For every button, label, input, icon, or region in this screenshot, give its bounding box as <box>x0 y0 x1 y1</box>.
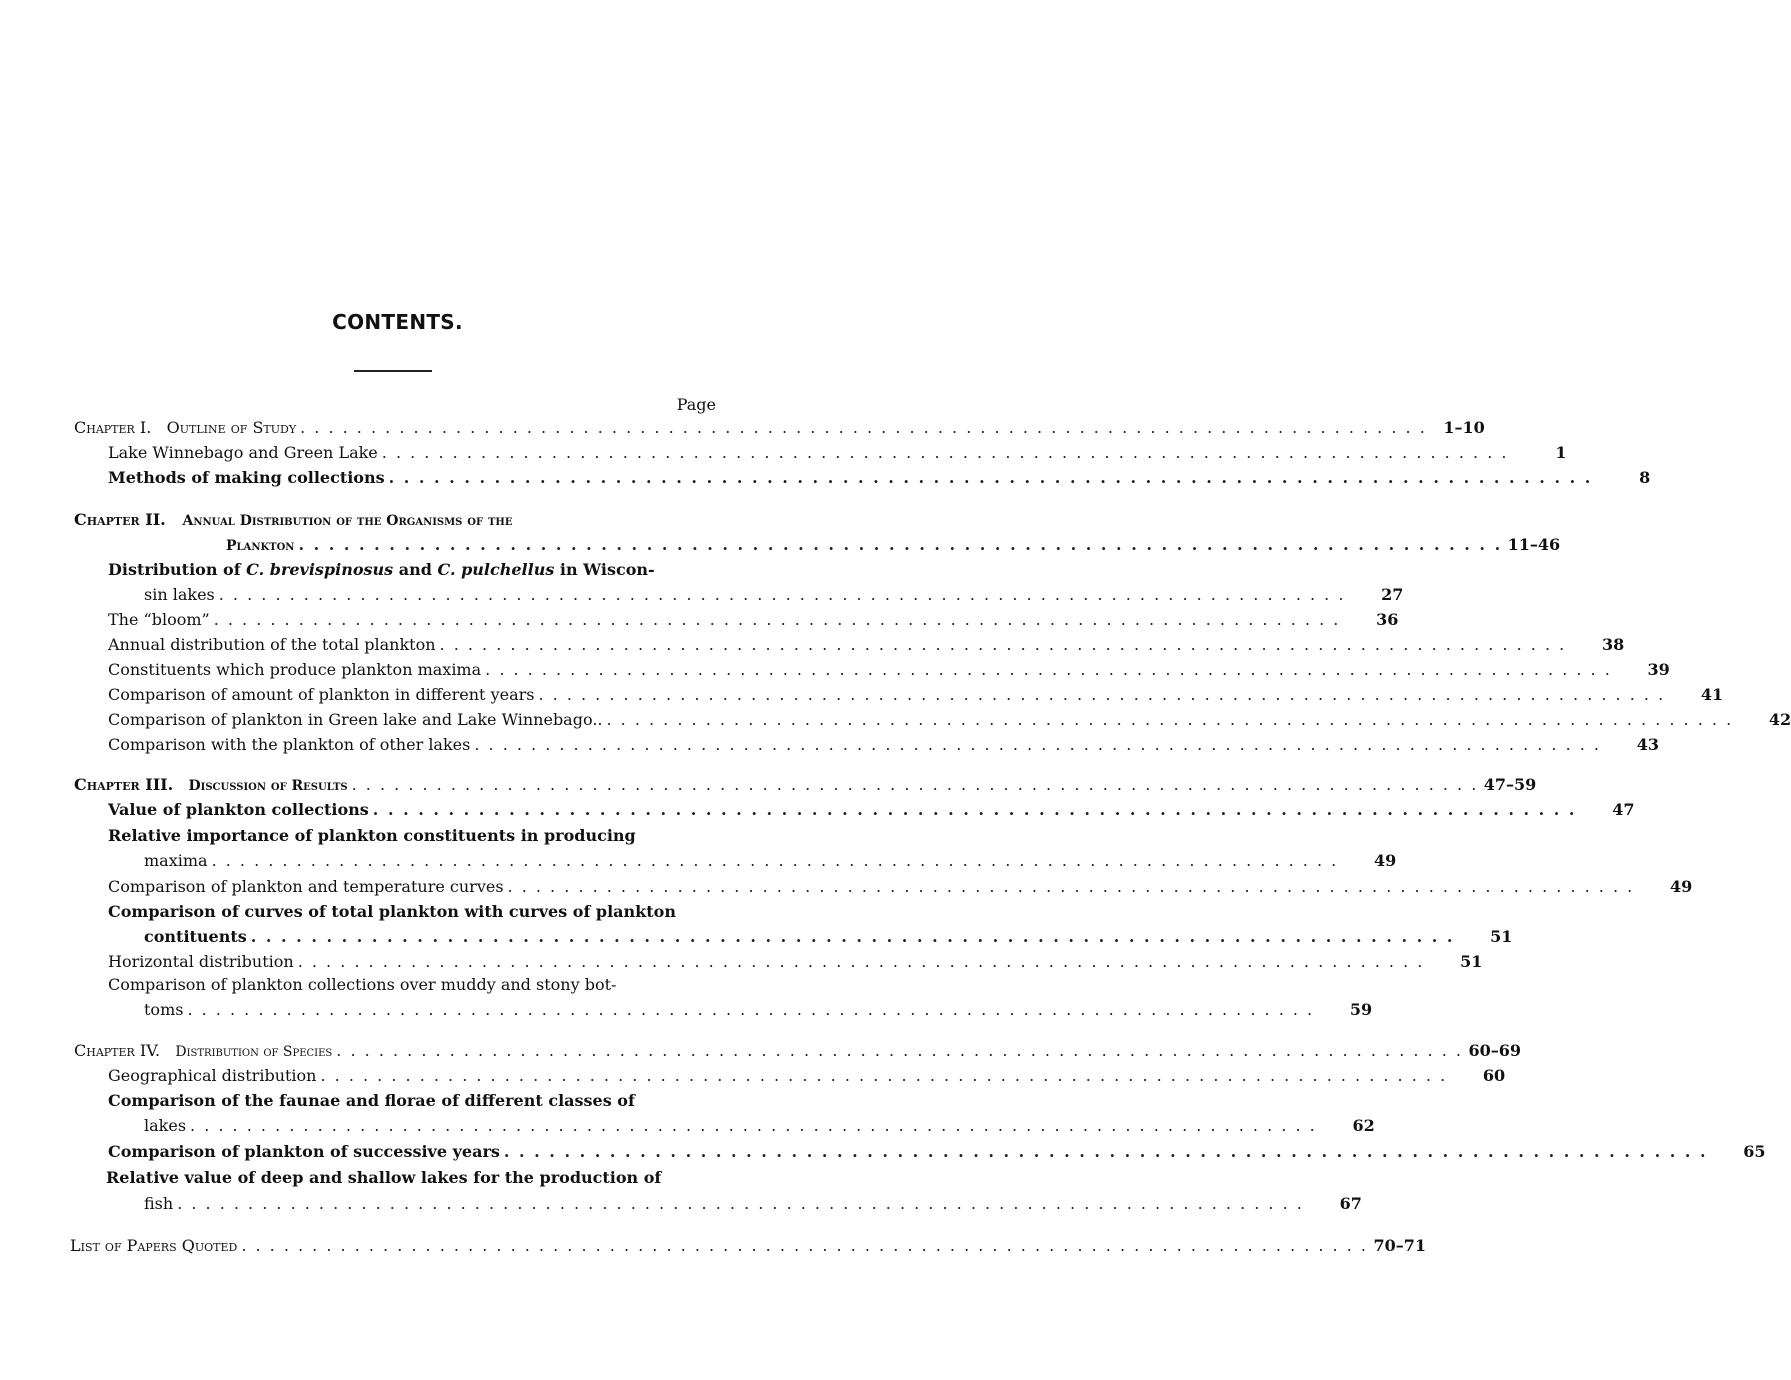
page-number: 47–59 <box>1483 775 1537 794</box>
entry-title: Comparison of plankton in Green lake and Lake Winnebago.. <box>108 710 603 729</box>
toc-entry-line2[interactable] <box>144 998 1373 1022</box>
chapter-title: Annual Distribution of the Organisms of the <box>182 513 513 529</box>
toc-entry-line1[interactable]: Comparison of the faunae and florae of different classes of <box>108 1091 635 1110</box>
page-number: 59 <box>1349 1000 1373 1019</box>
leader-dots: . . . . . . . . . . . . . . . . . . . . . . . . . . . . . . . . . . . . . . . . . . . . . . . . . . . . . . . . . . . . . . . . . . . . . . . . . . . . . . . . <box>538 685 1666 704</box>
chapter-label: Chapter IV. <box>74 1041 161 1060</box>
page-number: 62 <box>1352 1116 1375 1135</box>
toc-entry-line1[interactable]: Relative value of deep and shallow lakes for the production of <box>106 1168 662 1187</box>
entry-title-part: and <box>393 560 438 579</box>
page-number: 1 <box>1555 443 1567 462</box>
leader-dots: . . . . . . . . . . . . . . . . . . . . . . . . . . . . . . . . . . . . . . . . . . . . . . . . . . . . . . . . . . . . . . . . . . . . . . . . . . . . . . . . <box>218 585 1346 604</box>
leader-dots: . . . . . . . . . . . . . . . . . . . . . . . . . . . . . . . . . . . . . . . . . . . . . . . . . . . . . . . . . . . . . . . . . . . . . . . . . . . . . . . . <box>351 775 1479 794</box>
toc-entry[interactable] <box>108 708 1791 732</box>
leader-dots: . . . . . . . . . . . . . . . . . . . . . . . . . . . . . . . . . . . . . . . . . . . . . . . . . . . . . . . . . . . . . . . . . . . . . . . . . . . . . . . . <box>336 1041 1463 1060</box>
toc-entry[interactable] <box>108 633 1625 657</box>
entry-title-continued: contituents <box>144 927 247 946</box>
leader-dots: . . . . . . . . . . . . . . . . . . . . . . . . . . . . . . . . . . . . . . . . . . . . . . . . . . . . . . . . . . . . . . . . . . . . . . . . . . . . . . . . <box>213 610 1341 629</box>
toc-entry[interactable] <box>108 441 1567 465</box>
toc-entry-line2[interactable] <box>144 925 1513 949</box>
leader-dots: . . . . . . . . . . . . . . . . . . . . . . . . . . . . . . . . . . . . . . . . . . . . . . . . . . . . . . . . . . . . . . . . . . . . . . . . . . . . . . . . <box>381 443 1509 462</box>
page-number: 27 <box>1381 585 1404 604</box>
toc-chapter-1[interactable] <box>74 416 1485 440</box>
toc-entry-line1[interactable] <box>108 558 655 582</box>
leader-dots: . . . . . . . . . . . . . . . . . . . . . . . . . . . . . . . . . . . . . . . . . . . . . . . . . . . . . . . . . . . . . . . . . . . . . . . . . . . . . . . . <box>388 468 1593 487</box>
toc-entry-line2[interactable] <box>144 849 1397 873</box>
page-column-header: Page <box>676 395 716 414</box>
leader-dots: . . . . . . . . . . . . . . . . . . . . . . . . . . . . . . . . . . . . . . . . . . . . . . . . . . . . . . . . . . . . . . . . . . . . . . . . . . . . . . . . <box>485 660 1612 679</box>
page-title: CONTENTS. <box>332 310 463 334</box>
toc-entry[interactable] <box>108 466 1651 490</box>
page-number: 49 <box>1373 851 1397 870</box>
leader-dots: . . . . . . . . . . . . . . . . . . . . . . . . . . . . . . . . . . . . . . . . . . . . . . . . . . . . . . . . . . . . . . . . . . . . . . . . . . . . . . . . <box>298 535 1503 554</box>
entry-title: Comparison with the plankton of other lakes <box>108 735 471 754</box>
leader-dots: . . . . . . . . . . . . . . . . . . . . . . . . . . . . . . . . . . . . . . . . . . . . . . . . . . . . . . . . . . . . . . . . . . . . . . . . . . . . . . . . <box>177 1194 1304 1213</box>
page-number: 36 <box>1376 610 1399 629</box>
toc-entry-line2[interactable] <box>144 1114 1375 1138</box>
page-number: 47 <box>1612 800 1635 819</box>
page-number: 38 <box>1601 635 1625 654</box>
entry-title-continued: maxima <box>144 851 208 870</box>
entry-title: Comparison of amount of plankton in different years <box>108 685 535 704</box>
leader-dots: . . . . . . . . . . . . . . . . . . . . . . . . . . . . . . . . . . . . . . . . . . . . . . . . . . . . . . . . . . . . . . . . . . . . . . . . . . . . . . . . <box>187 1000 1315 1019</box>
page-number: 65 <box>1743 1142 1766 1161</box>
page-number: 51 <box>1460 952 1483 971</box>
page-number: 60 <box>1482 1066 1506 1085</box>
entry-title: Comparison of plankton and temperature curves <box>108 877 504 896</box>
species-name: C. pulchellus <box>437 560 555 579</box>
species-name: C. brevispinosus <box>246 560 394 579</box>
toc-entry-line2[interactable] <box>144 583 1404 607</box>
toc-entry-line1[interactable]: Comparison of plankton collections over muddy and stony bot- <box>108 975 617 994</box>
leader-dots: . . . . . . . . . . . . . . . . . . . . . . . . . . . . . . . . . . . . . . . . . . . . . . . . . . . . . . . . . . . . . . . . . . . . . . . . . . . . . . . . <box>320 1066 1448 1085</box>
chapter-label: Chapter II. <box>74 510 166 529</box>
entry-title: Constituents which produce plankton maxima <box>108 660 482 679</box>
toc-entry[interactable] <box>108 798 1635 822</box>
chapter-title: Outline of Study <box>166 418 297 437</box>
title-rule <box>354 370 432 372</box>
entry-title: Annual distribution of the total plankton <box>108 635 436 654</box>
page-number: 60–69 <box>1468 1041 1521 1060</box>
leader-dots: . . . . . . . . . . . . . . . . . . . . . . . . . . . . . . . . . . . . . . . . . . . . . . . . . . . . . . . . . . . . . . . . . . . . . . . . . . . . . . . . <box>507 877 1635 896</box>
toc-entry-line2[interactable] <box>144 1192 1362 1216</box>
chapter-title: Distribution of Species <box>175 1044 333 1060</box>
leader-dots: . . . . . . . . . . . . . . . . . . . . . . . . . . . . . . . . . . . . . . . . . . . . . . . . . . . . . . . . . . . . . . . . . . . . . . . . . . . . . . . . <box>297 952 1425 971</box>
page-number: 1–10 <box>1443 418 1485 437</box>
chapter-label: Chapter III. <box>74 775 174 794</box>
toc-chapter-4[interactable] <box>74 1039 1521 1063</box>
entry-title-continued: toms <box>144 1000 184 1019</box>
page-number: 11–46 <box>1507 535 1561 554</box>
toc-entry[interactable] <box>108 608 1399 632</box>
page-number: 49 <box>1669 877 1693 896</box>
toc-entry-line1[interactable]: Comparison of curves of total plankton with curves of plankton <box>108 902 676 921</box>
toc-entry[interactable] <box>108 950 1483 974</box>
entry-title: Lake Winnebago and Green Lake <box>108 443 378 462</box>
leader-dots: . . . . . . . . . . . . . . . . . . . . . . . . . . . . . . . . . . . . . . . . . . . . . . . . . . . . . . . . . . . . . . . . . . . . . . . . . . . . . . . . <box>474 735 1602 754</box>
leader-dots: . . . . . . . . . . . . . . . . . . . . . . . . . . . . . . . . . . . . . . . . . . . . . . . . . . . . . . . . . . . . . . . . . . . . . . . . . . . . . . . . <box>503 1142 1708 1161</box>
entry-title-continued: sin lakes <box>144 585 215 604</box>
chapter-label: Chapter I. <box>74 418 152 437</box>
leader-dots: . . . . . . . . . . . . . . . . . . . . . . . . . . . . . . . . . . . . . . . . . . . . . . . . . . . . . . . . . . . . . . . . . . . . . . . . . . . . . . . . <box>372 800 1577 819</box>
page-number: 39 <box>1647 660 1670 679</box>
leader-dots: . . . . . . . . . . . . . . . . . . . . . . . . . . . . . . . . . . . . . . . . . . . . . . . . . . . . . . . . . . . . . . . . . . . . . . . . . . . . . . . . <box>300 418 1427 437</box>
page-number: 43 <box>1636 735 1660 754</box>
leader-dots: . . . . . . . . . . . . . . . . . . . . . . . . . . . . . . . . . . . . . . . . . . . . . . . . . . . . . . . . . . . . . . . . . . . . . . . . . . . . . . . . <box>439 635 1567 654</box>
toc-entry-line1[interactable]: Relative importance of plankton constituents in producing <box>108 826 636 845</box>
toc-chapter-2-line1[interactable] <box>74 508 512 533</box>
page-number: 41 <box>1700 685 1724 704</box>
page-number: 70–71 <box>1373 1236 1426 1255</box>
toc-entry[interactable] <box>108 733 1660 757</box>
leader-dots: . . . . . . . . . . . . . . . . . . . . . . . . . . . . . . . . . . . . . . . . . . . . . . . . . . . . . . . . . . . . . . . . . . . . . . . . . . . . . . . . <box>606 710 1734 729</box>
entry-title-part: in Wiscon- <box>554 560 655 579</box>
toc-entry[interactable] <box>108 683 1724 707</box>
entry-title: Comparison of plankton of successive years <box>108 1142 500 1161</box>
entry-title: Value of plankton collections <box>108 800 369 819</box>
entry-title: Methods of making collections <box>108 468 385 487</box>
toc-chapter-3[interactable] <box>74 773 1537 797</box>
entry-title: The “bloom” <box>108 610 210 629</box>
page-number: 51 <box>1490 927 1513 946</box>
toc-entry[interactable] <box>108 1064 1506 1088</box>
entry-title-continued: fish <box>144 1194 174 1213</box>
toc-entry[interactable] <box>108 875 1693 899</box>
page-number: 67 <box>1339 1194 1362 1213</box>
leader-dots: . . . . . . . . . . . . . . . . . . . . . . . . . . . . . . . . . . . . . . . . . . . . . . . . . . . . . . . . . . . . . . . . . . . . . . . . . . . . . . . . <box>250 927 1455 946</box>
entry-title: Geographical distribution <box>108 1066 317 1085</box>
section-title: List of Papers Quoted <box>70 1236 238 1255</box>
toc-entry[interactable] <box>108 1140 1766 1164</box>
chapter-title-continued: Plankton <box>226 538 295 554</box>
chapter-title: Discussion of Results <box>188 778 348 794</box>
entry-title-part: Distribution of <box>108 560 247 579</box>
leader-dots: . . . . . . . . . . . . . . . . . . . . . . . . . . . . . . . . . . . . . . . . . . . . . . . . . . . . . . . . . . . . . . . . . . . . . . . . . . . . . . . . <box>241 1236 1368 1255</box>
page-number: 8 <box>1639 468 1651 487</box>
toc-chapter-2-line2[interactable] <box>226 533 1561 557</box>
toc-papers-quoted[interactable] <box>70 1234 1426 1258</box>
entry-title: Horizontal distribution <box>108 952 294 971</box>
entry-title-continued: lakes <box>144 1116 187 1135</box>
leader-dots: . . . . . . . . . . . . . . . . . . . . . . . . . . . . . . . . . . . . . . . . . . . . . . . . . . . . . . . . . . . . . . . . . . . . . . . . . . . . . . . . <box>190 1116 1317 1135</box>
leader-dots: . . . . . . . . . . . . . . . . . . . . . . . . . . . . . . . . . . . . . . . . . . . . . . . . . . . . . . . . . . . . . . . . . . . . . . . . . . . . . . . . <box>211 851 1339 870</box>
page-number: 42 <box>1768 710 1791 729</box>
toc-entry[interactable] <box>108 658 1670 682</box>
